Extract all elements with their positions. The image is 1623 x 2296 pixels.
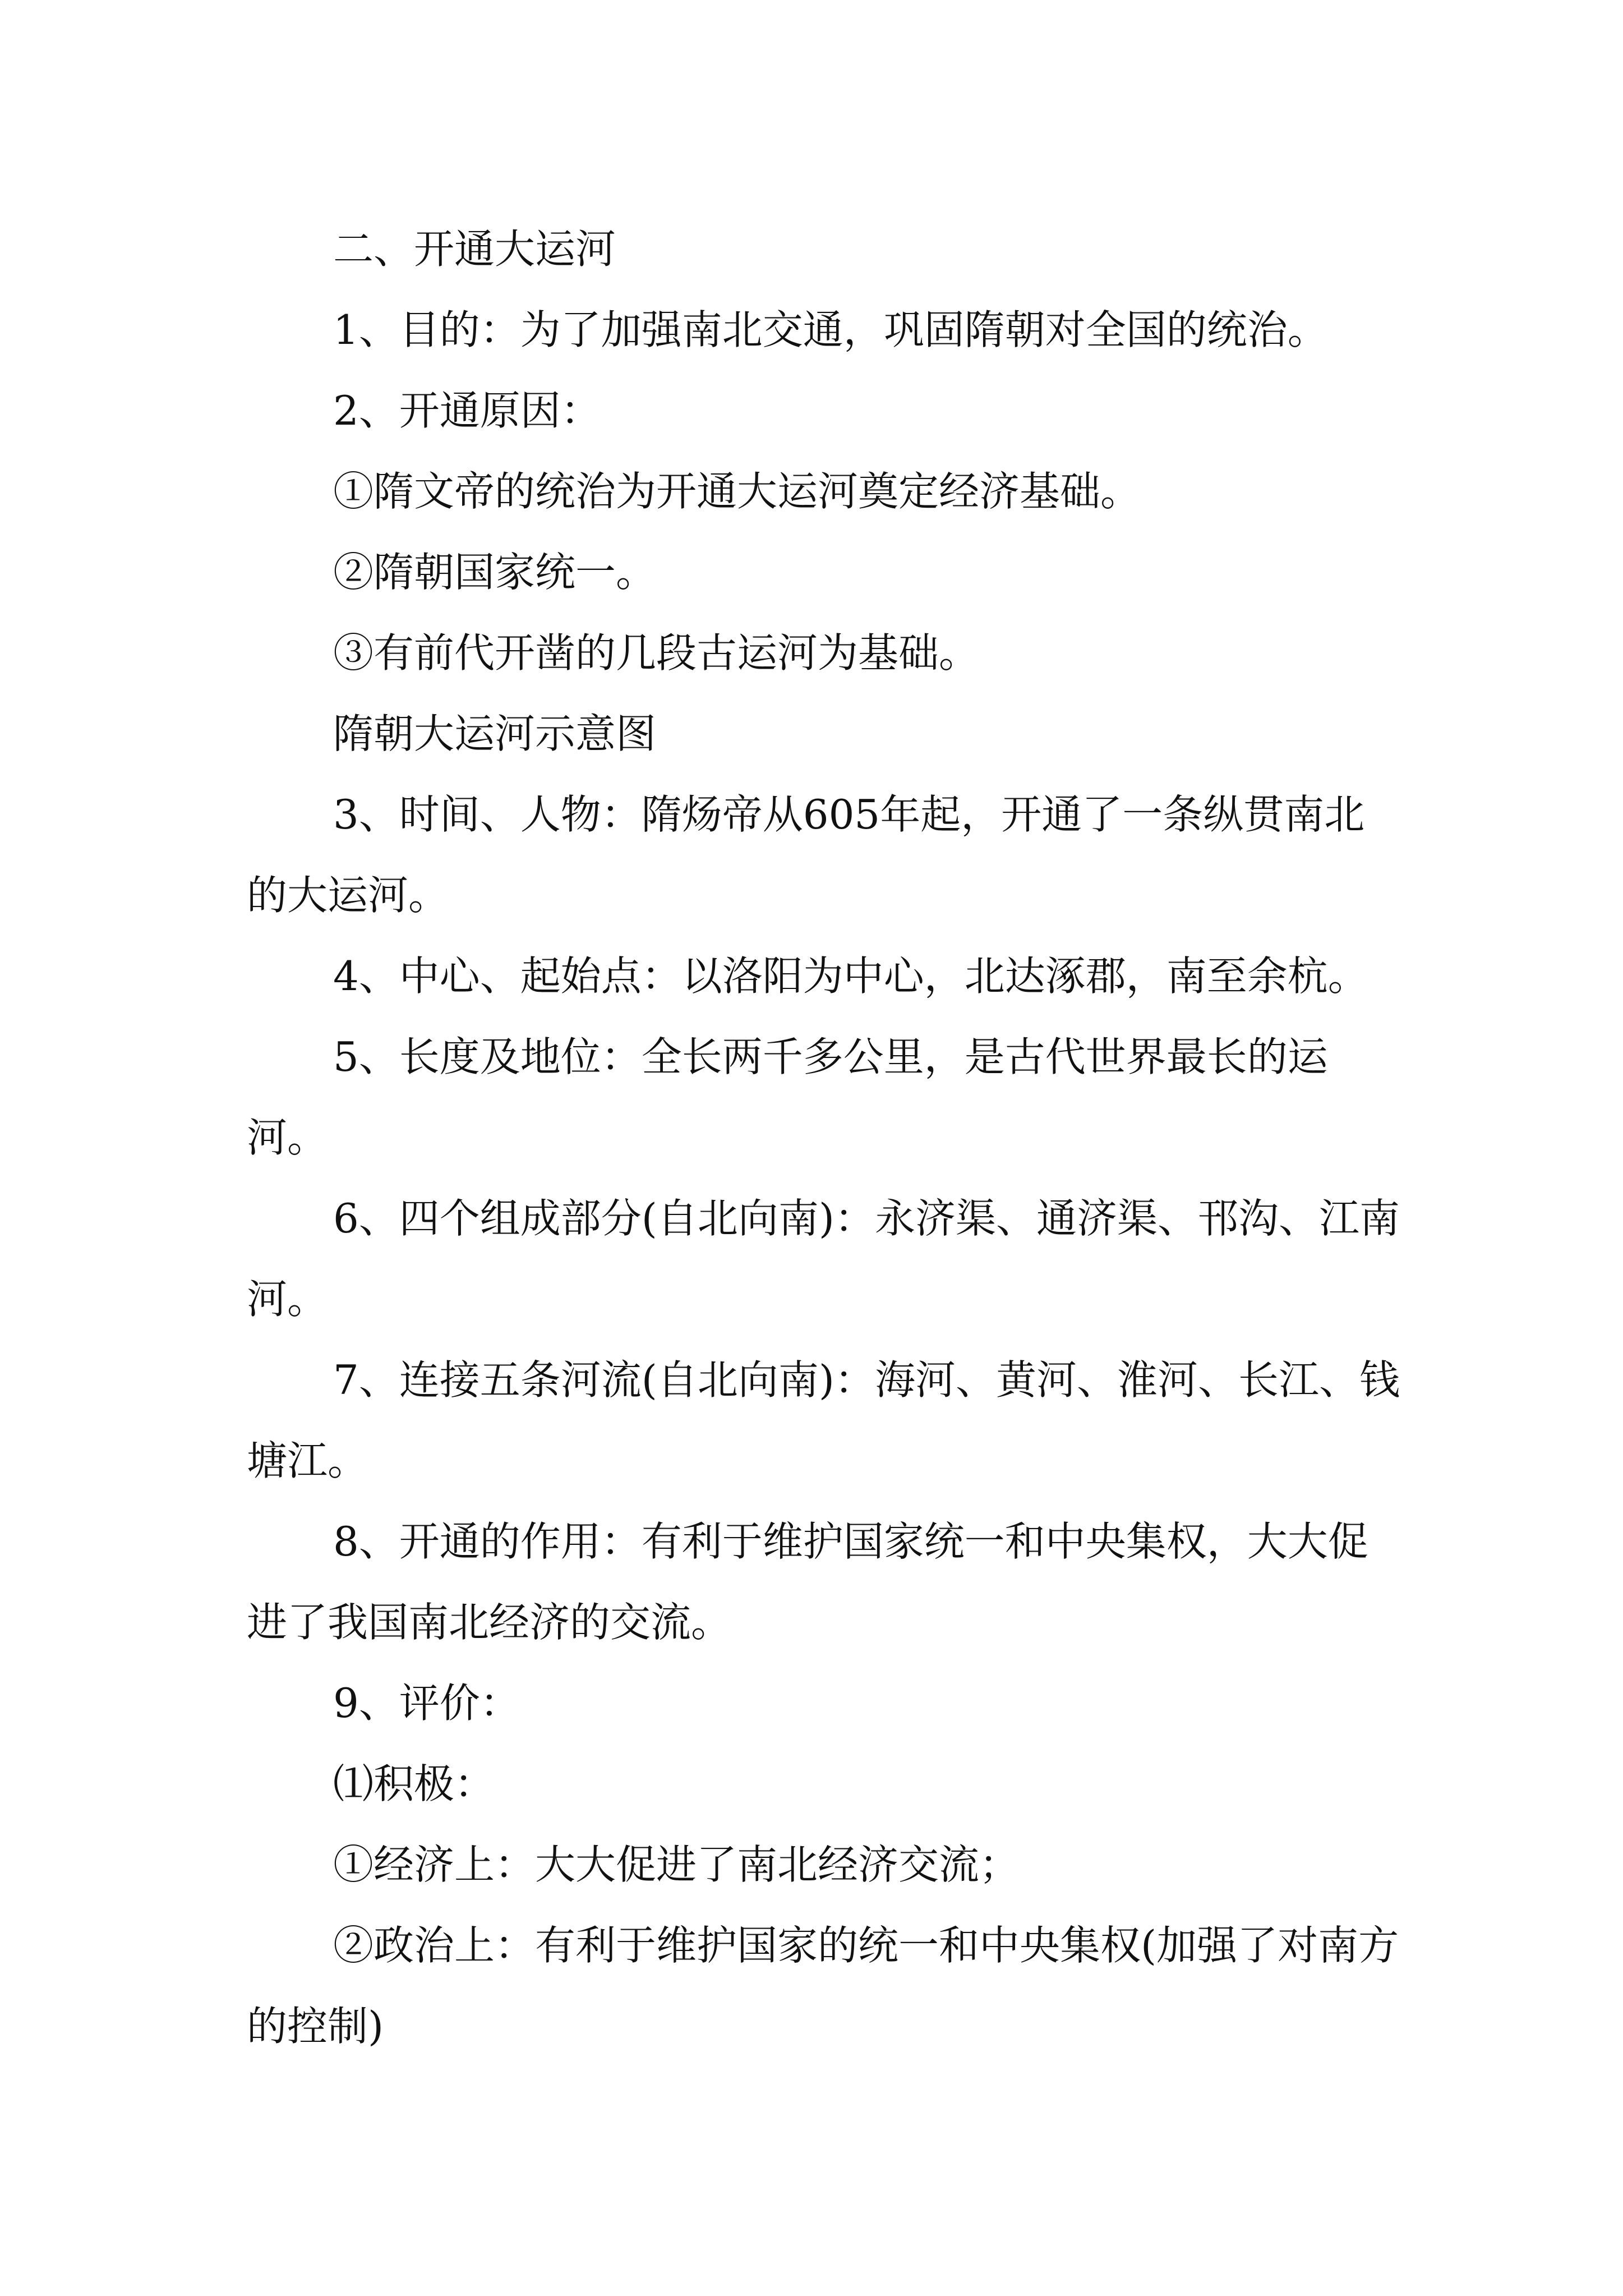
paragraph-center-endpoints: 4、中心、起始点：以洛阳为中心，北达涿郡，南至余杭。 [333,953,1368,1000]
section-heading: 二、开通大运河 [333,226,616,273]
paragraph-length-status: 5、长度及地位：全长两千多公里，是古代世界最长的运河。 [247,1033,1328,1161]
paragraph-reason-3: ③有前代开凿的几段古运河为基础。 [333,629,980,677]
document-body [247,209,1402,2067]
paragraph-positive-heading: ⑴积极： [333,1760,495,1807]
paragraph-purpose: 1、目的：为了加强南北交通，巩固隋朝对全国的统治。 [333,306,1328,353]
paragraph-economic: ①经济上：大大促进了南北经济交流； [333,1841,1020,1888]
paragraph-effects: 8、开通的作用：有利于维护国家统一和中央集权，大大促进了我国南北经济的交流。 [247,1518,1368,1646]
paragraph-reason-1: ①隋文帝的统治为开通大运河奠定经济基础。 [333,468,1141,515]
paragraph-rivers: 7、连接五条河流(自北向南)：海河、黄河、淮河、长江、钱塘江。 [247,1356,1400,1484]
paragraph-time-person: 3、时间、人物：隋炀帝从605年起，开通了一条纵贯南北的大运河。 [247,791,1365,919]
paragraph-reasons-heading: 2、开通原因： [333,387,601,434]
paragraph-reason-2: ②隋朝国家统一。 [333,549,657,596]
paragraph-political: ②政治上：有利于维护国家的统一和中央集权(加强了对南方的控制) [247,1922,1399,2050]
map-caption: 隋朝大运河示意图 [333,710,657,757]
paragraph-components: 6、四个组成部分(自北向南)：永济渠、通济渠、邗沟、江南河。 [247,1195,1400,1323]
paragraph-evaluation-heading: 9、评价： [333,1680,520,1727]
